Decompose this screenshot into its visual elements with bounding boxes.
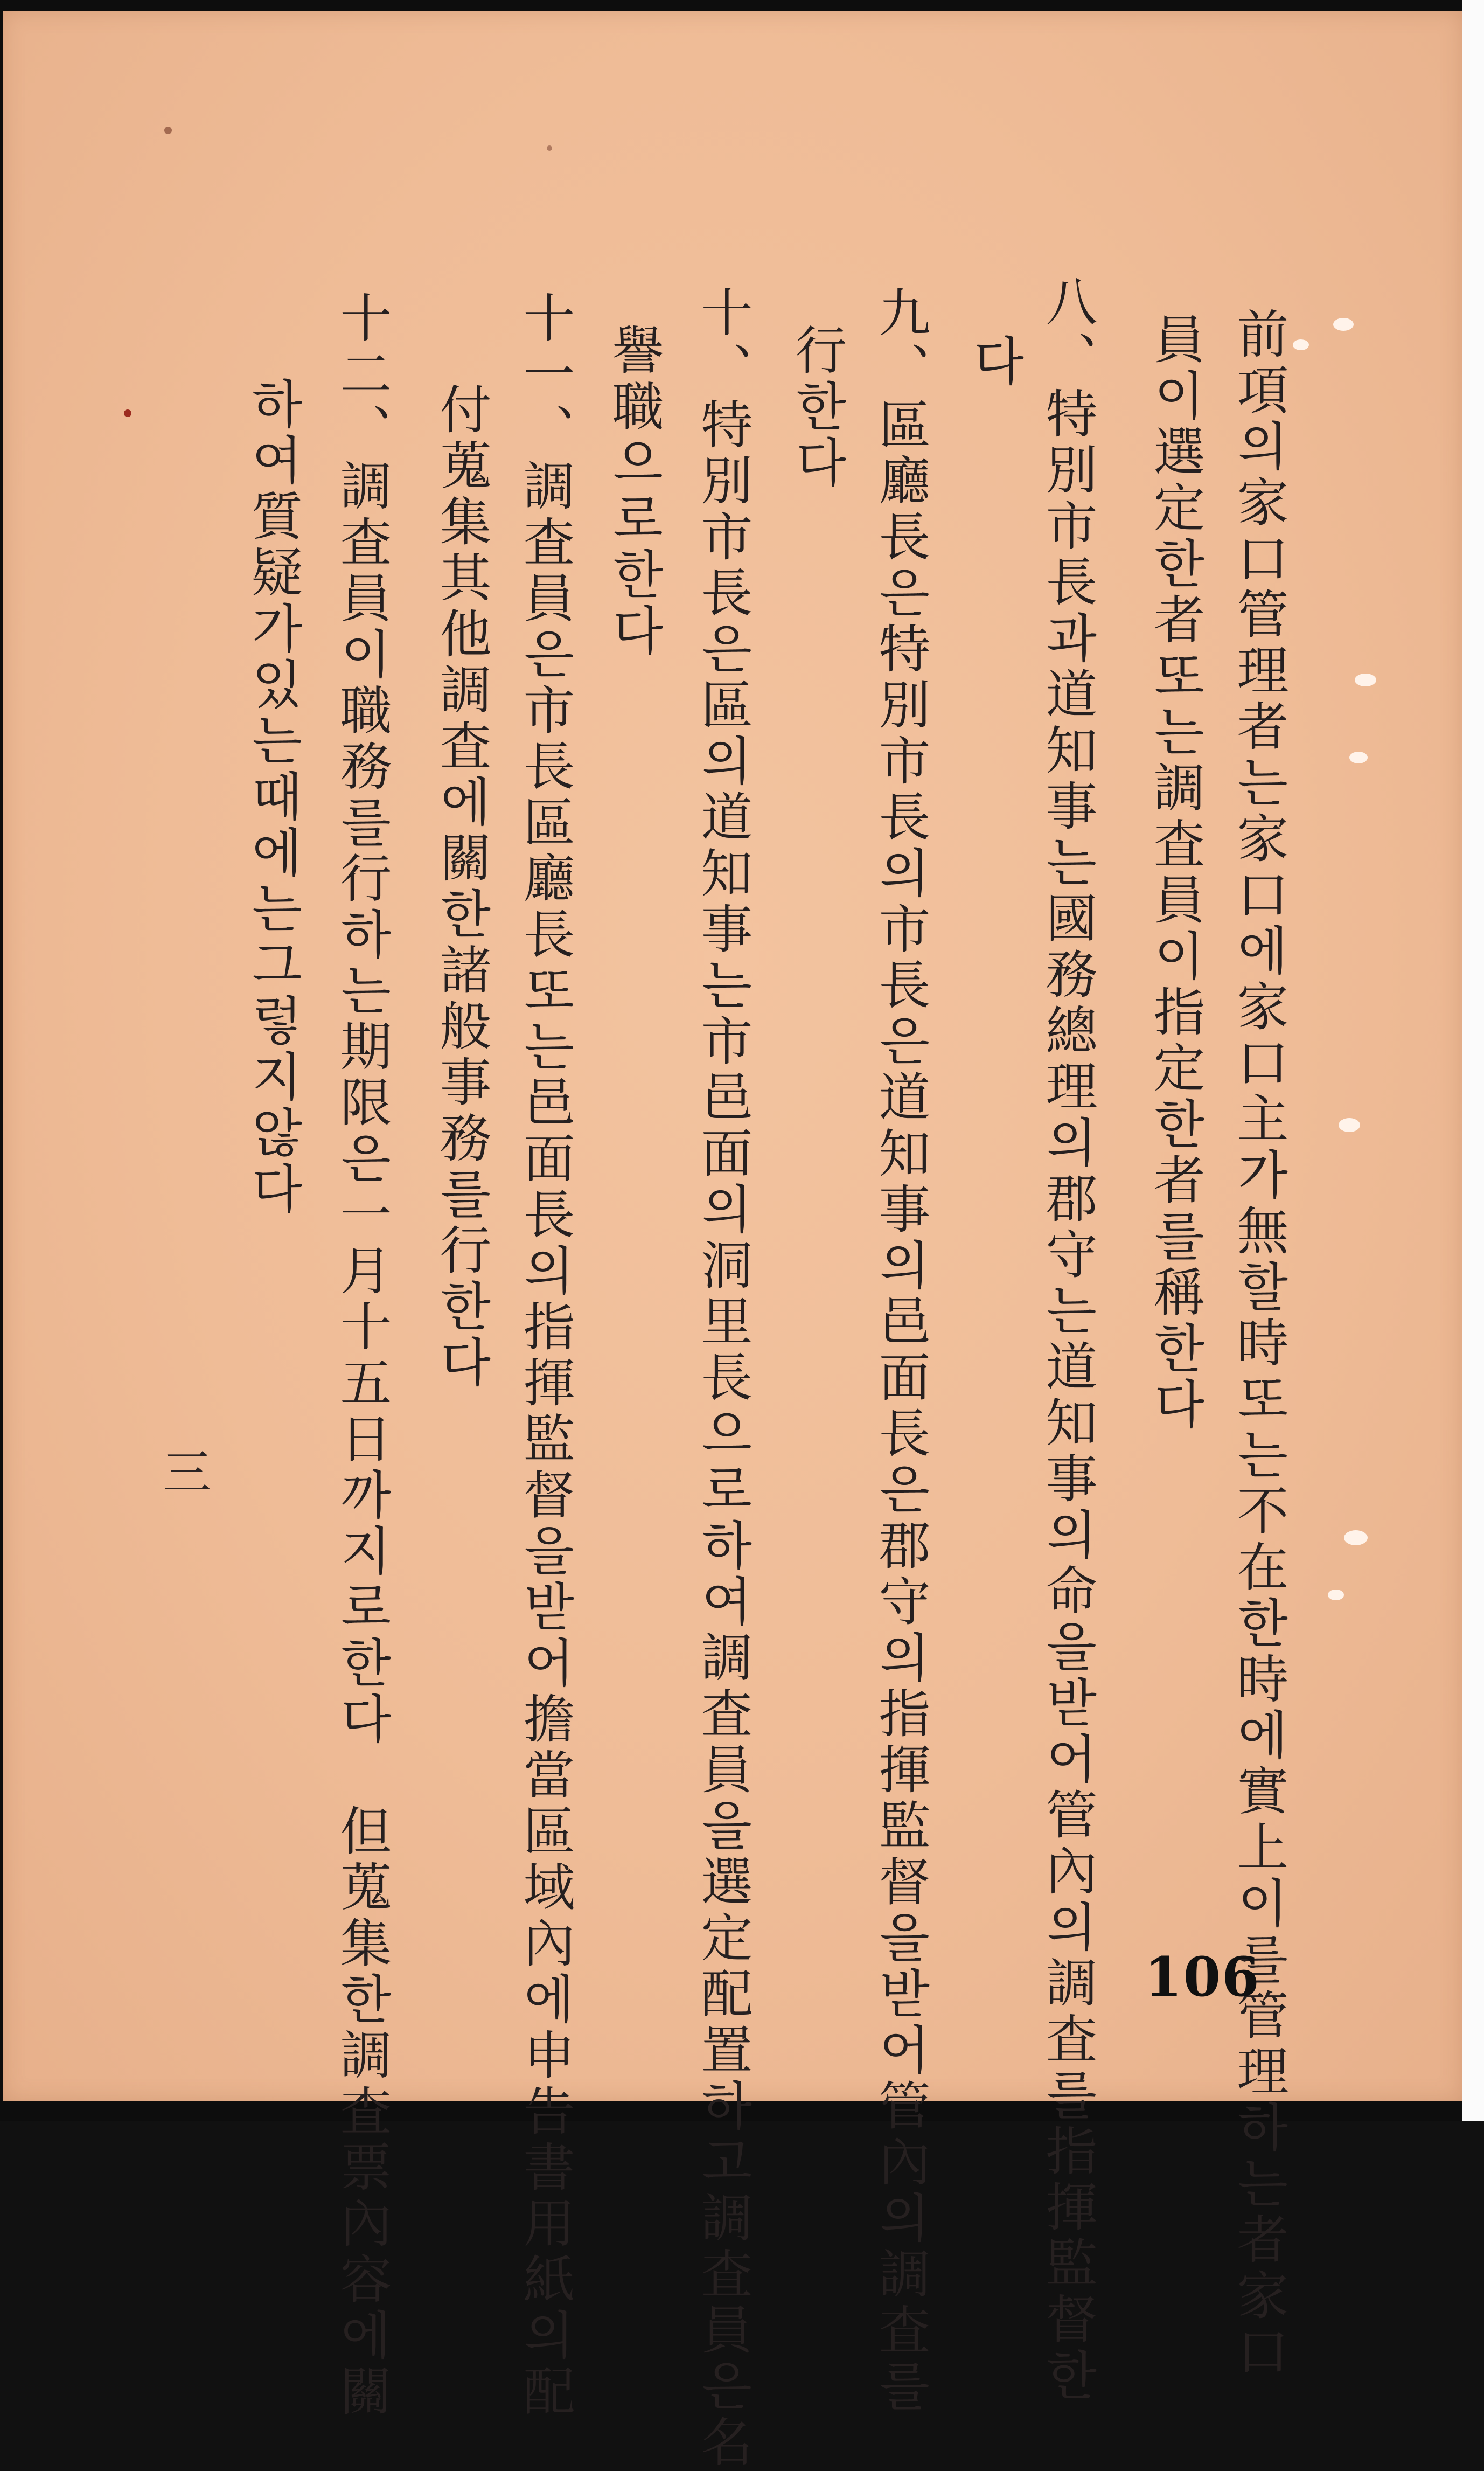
text-column-1: 前項의家口管理者는家口에家口主가無할時또는不在한時에實上이를管理하는者家口 [1229, 307, 1289, 2380]
text-column-9: 十一、調査員은市長區廳長또는邑面長의指揮監督을받어擔當區域內에申告書用紙의配 [515, 291, 575, 2420]
text-column-5: 九、區廳長은特別市長의市長은道知事의邑面長은郡守의指揮監督을받어管內의調査를 [870, 286, 931, 2415]
paper-speck [547, 145, 552, 151]
text-column-11: 十二、調査員이職務를行하는期限은一月十五日까지로한다 但蒐集한調査票內容에關 [332, 291, 392, 2420]
text-column-10: 付蒐集其他調査에關한諸般事務를行한다 [431, 383, 492, 1391]
paper-speck [1293, 339, 1309, 350]
text-column-2: 員이選定한者또는調査員이指定한者를稱한다 [1145, 313, 1206, 1433]
text-column-12: 하여質疑가있는때에는그렇지않다 [243, 377, 303, 1218]
text-column-8: 譽職으로한다 [604, 323, 664, 660]
paper-speck [1333, 318, 1354, 331]
paper-speck [1328, 1590, 1344, 1600]
paper-speck [1339, 1118, 1360, 1132]
text-column-3: 八、特別市長과道知事는國務總理의郡守는道知事의命을받어管內의調査를指揮監督한 [1037, 275, 1098, 2404]
paper-speck [164, 127, 172, 134]
document-page [3, 11, 1462, 2471]
text-column-4: 다 [965, 334, 1025, 390]
text-column-7: 十、特別市長은區의道知事는市邑面의洞里長으로하여調査員을選定配置하고調査員은名 [693, 286, 753, 2471]
scan-edge [1462, 0, 1484, 2121]
paper-speck [1355, 674, 1376, 686]
paper-speck [1349, 752, 1368, 763]
page-number: 106 [1145, 1945, 1260, 2009]
page-mark-kanji: 三 [154, 1447, 211, 1495]
paper-speck [1344, 1530, 1368, 1545]
text-column-6: 行한다 [787, 323, 847, 491]
